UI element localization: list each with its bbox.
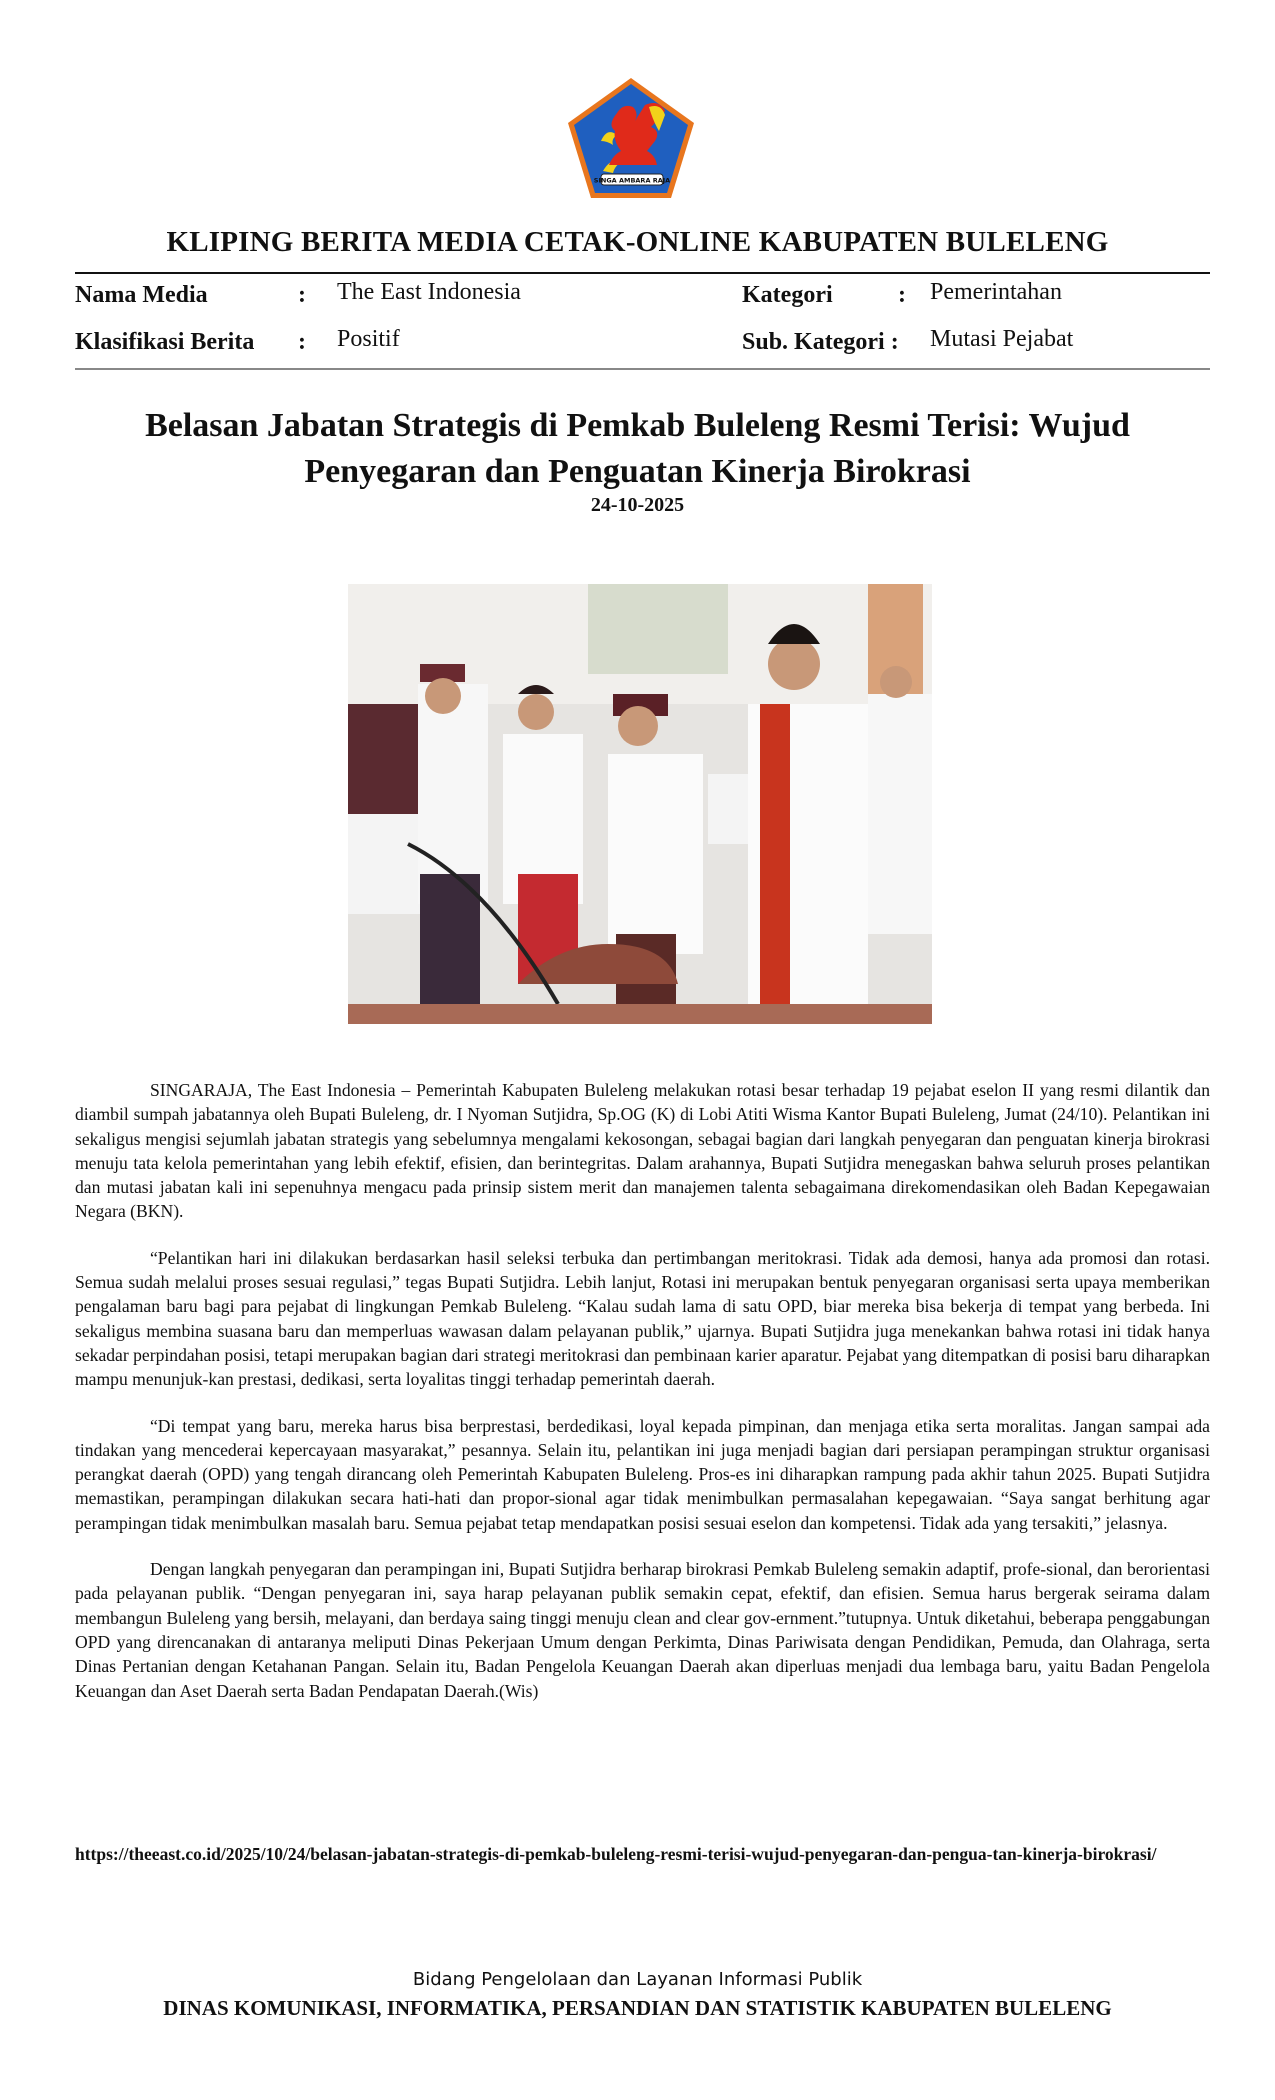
article-paragraph: “Pelantikan hari ini dilakukan berdasarkan hasil seleksi terbuka dan pertimbangan meritokrasi. Tidak ada demosi, hanya ada promosi dan rotasi. Semua sudah melalui proses sesuai regulasi,” tegas Bupati Sutjidra. Lebih lanjut, Rotasi ini merupakan bentuk penyegaran organisasi serta upaya memberikan pengalaman baru bagi para pejabat di lingkungan Pemkab Buleleng. “Kalau sudah lama di satu OPD, biar mereka bisa bekerja di tempat yang berbeda. Ini sekaligus membina suasana baru dan memperluas wawasan dalam pelayanan publik,” ujarnya. Bupati Sutjidra juga menekankan bahwa rotasi ini tidak hanya sekadar perpindahan posisi, tetapi merupakan bagian dari strategi meritokrasi dan pembinaan karier aparatur. Pejabat yang ditempatkan di posisi baru diharapkan mampu menunjuk-kan prestasi, dedikasi, serta loyalitas tinggi terhadap pemerintah daerah. [75, 1247, 1210, 1390]
meta-sub-kategori-value: Mutasi Pejabat [930, 326, 1074, 352]
meta-klasifikasi-value: Positif [337, 326, 400, 352]
article-paragraph: Dengan langkah penyegaran dan perampingan ini, Bupati Sutjidra berharap birokrasi Pemkab Buleleng semakin adaptif, profe-sional, dan berorientasi pada pelayanan publik. “Dengan penyegaran ini, saya harap pelayanan publik semakin cepat, efektif, dan efisien. Semua harus bergerak seirama dalam membangun Buleleng yang bersih, melayani, dan berdaya saing tinggi menuju clean and clear gov-ernment.”tutupnya. Untuk diketahui, beberapa penggabungan OPD yang direncanakan di antaranya meliputi Dinas Pekerjaan Umum dengan Perkimta, Dinas Pariwisata dengan Pendidikan, Pemuda, dan Olahraga, serta Dinas Pertanian dengan Ketahanan Pangan. Selain itu, Badan Pengelola Keuangan Daerah akan diperluas menjadi dua lembaga baru, yaitu Badan Pengelola Keuangan dan Aset Daerah serta Badan Pendapatan Daerah.(Wis) [75, 1559, 1210, 1701]
article-headline [100, 403, 1175, 495]
article-body [75, 1078, 1210, 1725]
document-title: KLIPING BERITA MEDIA CETAK-ONLINE KABUPATEN BULELENG [166, 226, 1109, 258]
article-paragraph: SINGARAJA, The East Indonesia – Pemerintah Kabupaten Buleleng melakukan rotasi besar terhadap 19 pejabat eselon II yang resmi dilantik dan diambil sumpah jabatannya oleh Bupati Buleleng, dr. I Nyoman Sutjidra, Sp.OG (K) di Lobi Atiti Wisma Kantor Bupati Buleleng, Jumat (24/10). Pelantikan ini sekaligus mengisi sejumlah jabatan strategis yang sebelumnya mengalami kekosongan, sebagai bagian dari langkah penyegaran dan penguatan kinerja birokrasi menuju tata kelola pemerintahan yang lebih efektif, efisien, dan berintegritas. Dalam arahannya, Bupati Sutjidra menegaskan bahwa seluruh proses pelantikan dan mutasi jabatan kali ini sepenuhnya mengacu pada prinsip sistem merit dan manajemen talenta sebagaimana direkomendasikan oleh Badan Kepegawaian Negara (BKN). [75, 1080, 1210, 1222]
meta-divider [75, 368, 1210, 370]
headline-line-2: Penyegaran dan Penguatan Kinerja Birokrasi [304, 453, 971, 490]
meta-klasifikasi-label: Klasifikasi Berita [75, 329, 255, 355]
header-divider [75, 272, 1210, 274]
meta-klasifikasi-sep: : [298, 329, 306, 355]
buleleng-regency-logo [565, 75, 697, 202]
logo-motto: SINGA AMBARA RAJA [593, 176, 671, 185]
meta-nama-media-value: The East Indonesia [337, 279, 521, 305]
meta-nama-media-sep: : [298, 282, 306, 308]
meta-nama-media-label: Nama Media [75, 282, 208, 308]
footer-agency: DINAS KOMUNIKASI, INFORMATIKA, PERSANDIAN DAN STATISTIK KABUPATEN BULELENG [163, 1996, 1112, 2020]
meta-kategori-label: Kategori [742, 282, 833, 308]
meta-sub-kategori-label: Sub. Kategori : [742, 329, 899, 355]
headline-line-1: Belasan Jabatan Strategis di Pemkab Buleleng Resmi Terisi: Wujud [145, 407, 1130, 444]
meta-kategori-sep: : [898, 282, 906, 308]
article-paragraph: “Di tempat yang baru, mereka harus bisa berprestasi, berdedikasi, loyal kepada pimpinan, dan menjaga etika serta moralitas. Jangan sampai ada tindakan yang mencederai kepercayaan masyarakat,” pesannya. Selain itu, pelantikan ini juga menjadi bagian dari persiapan perampingan struktur organisasi perangkat daerah (OPD) yang tengah dirancang oleh Pemerintah Kabupaten Buleleng. Pros-es ini diharapkan rampung pada akhir tahun 2025. Bupati Sutjidra memastikan, perampingan dilakukan secara hati-hati dan propor-sional agar tidak menimbulkan permasalahan kepegawaian. “Saya sangat berhitung agar perampingan tidak menimbulkan masalah baru. Semua pejabat tetap mendapatkan posisi sesuai eselon dan kompetensi. Tidak ada yang tersakiti,” jelasnya. [75, 1415, 1210, 1533]
footer-department: Bidang Pengelolaan dan Layanan Informasi Publik [412, 1969, 863, 1990]
article-date: 24-10-2025 [590, 494, 685, 516]
article-photo [348, 584, 932, 1024]
source-url-link[interactable]: https://theeast.co.id/2025/10/24/belasan-jabatan-strategis-di-pemkab-buleleng-resmi-terisi-wujud-penyegaran-dan-pengua-tan-kinerja-birokrasi/ [75, 1844, 1157, 1864]
meta-kategori-value: Pemerintahan [930, 279, 1062, 305]
